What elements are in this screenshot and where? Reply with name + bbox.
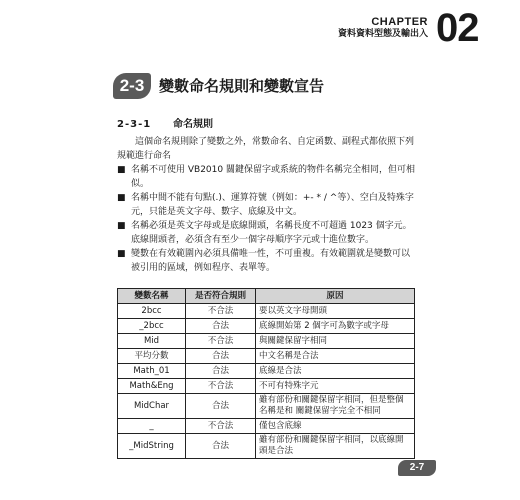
validity-cell: 不合法 xyxy=(186,419,256,434)
list-item-text: 變數在有效範圍內必須具備唯一性，不可重複。有效範圍就是變數可以被引用的區域，例如程序、表單等。 xyxy=(131,249,411,273)
reason-cell: 與關鍵保留字相同 xyxy=(256,334,415,349)
validity-cell: 不合法 xyxy=(186,304,256,319)
column-header: 是否符合規則 xyxy=(186,289,256,304)
reason-cell: 要以英文字母開頭 xyxy=(256,304,415,319)
table-row xyxy=(118,304,415,319)
bullet-square-icon: ■ xyxy=(117,221,126,231)
reason-cell: 中文名稱是合法 xyxy=(256,349,415,364)
validity-cell: 合法 xyxy=(186,319,256,334)
list-item xyxy=(117,191,417,219)
reason-cell: 不可有特殊字元 xyxy=(256,379,415,394)
subsection-number: 2-3-1 xyxy=(117,119,152,130)
variable-name-cell: 2bcc xyxy=(118,304,186,319)
variable-name-cell: Mid xyxy=(118,334,186,349)
validity-cell: 合法 xyxy=(186,434,256,459)
chapter-header xyxy=(338,16,428,41)
list-item-text: 名稱不可使用 VB2010 關鍵保留字或系統的物件名稱完全相同，但可相似。 xyxy=(131,165,415,189)
validity-cell: 合法 xyxy=(186,349,256,364)
variable-name-cell: 平均分數 xyxy=(118,349,186,364)
chapter-label: CHAPTER xyxy=(371,16,428,28)
table-row xyxy=(118,379,415,394)
table-header-row xyxy=(118,289,415,304)
list-item xyxy=(117,163,417,191)
reason-cell: 底線開始第 2 個字可為數字或字母 xyxy=(256,319,415,334)
bullet-square-icon: ■ xyxy=(117,193,126,203)
reason-cell: 雖有部份和關鍵保留字相同，但是整個名稱是和 關鍵保留字完全不相同 xyxy=(256,394,415,419)
section-title: 變數命名規則和變數宣告 xyxy=(159,77,325,95)
chapter-subtitle: 資料資料型態及輸出入 xyxy=(337,29,428,39)
variable-name-cell: MidChar xyxy=(118,394,186,419)
reason-cell: 雖有部份和關鍵保留字相同，以底線開頭是合法 xyxy=(256,434,415,459)
subsection-title: 命名規則 xyxy=(173,119,213,130)
variable-name-cell: _MidString xyxy=(118,434,186,459)
table-row xyxy=(118,394,415,419)
validity-cell: 合法 xyxy=(186,364,256,379)
chapter-number: 02 xyxy=(436,6,479,50)
subsection-heading xyxy=(117,118,213,132)
reason-cell: 底線是合法 xyxy=(256,364,415,379)
reason-cell: 僅包含底線 xyxy=(256,419,415,434)
bullet-square-icon: ■ xyxy=(117,249,126,259)
list-item xyxy=(117,247,417,275)
column-header: 原因 xyxy=(256,289,415,304)
table-row xyxy=(118,364,415,379)
variable-name-cell: _2bcc xyxy=(118,319,186,334)
intro-paragraph: 這個命名規則除了變數之外，常數命名、自定函數、副程式都依照下列規範進行命名 xyxy=(117,137,415,161)
table-row xyxy=(118,319,415,334)
bullet-square-icon: ■ xyxy=(117,165,126,175)
column-header: 變數名稱 xyxy=(118,289,186,304)
validity-cell: 合法 xyxy=(186,394,256,419)
list-item-text: 名稱必須是英文字母或是底線開頭，名稱長度不可超過 1023 個字元。底線開頭者，必須含有至少一個字母順序字元或十進位數字。 xyxy=(131,221,412,245)
variable-name-cell: Math&Eng xyxy=(118,379,186,394)
validity-cell: 不合法 xyxy=(186,334,256,349)
validity-cell: 不合法 xyxy=(186,379,256,394)
list-item xyxy=(117,219,417,247)
rule-list xyxy=(117,163,417,275)
naming-rules-table xyxy=(117,288,415,459)
page-number-badge: 2-7 xyxy=(398,460,436,476)
variable-name-cell: _ xyxy=(118,419,186,434)
section-badge: 2-3 xyxy=(113,73,151,99)
table-row xyxy=(118,434,415,459)
list-item-text: 名稱中間不能有句點(.)、運算符號（例如：+- * / ^等）、空白及特殊字元，只能是英文字母、數字、底線及中文。 xyxy=(131,193,414,217)
variable-name-cell: Math_01 xyxy=(118,364,186,379)
table-row xyxy=(118,349,415,364)
table-row xyxy=(118,334,415,349)
table-row xyxy=(118,419,415,434)
